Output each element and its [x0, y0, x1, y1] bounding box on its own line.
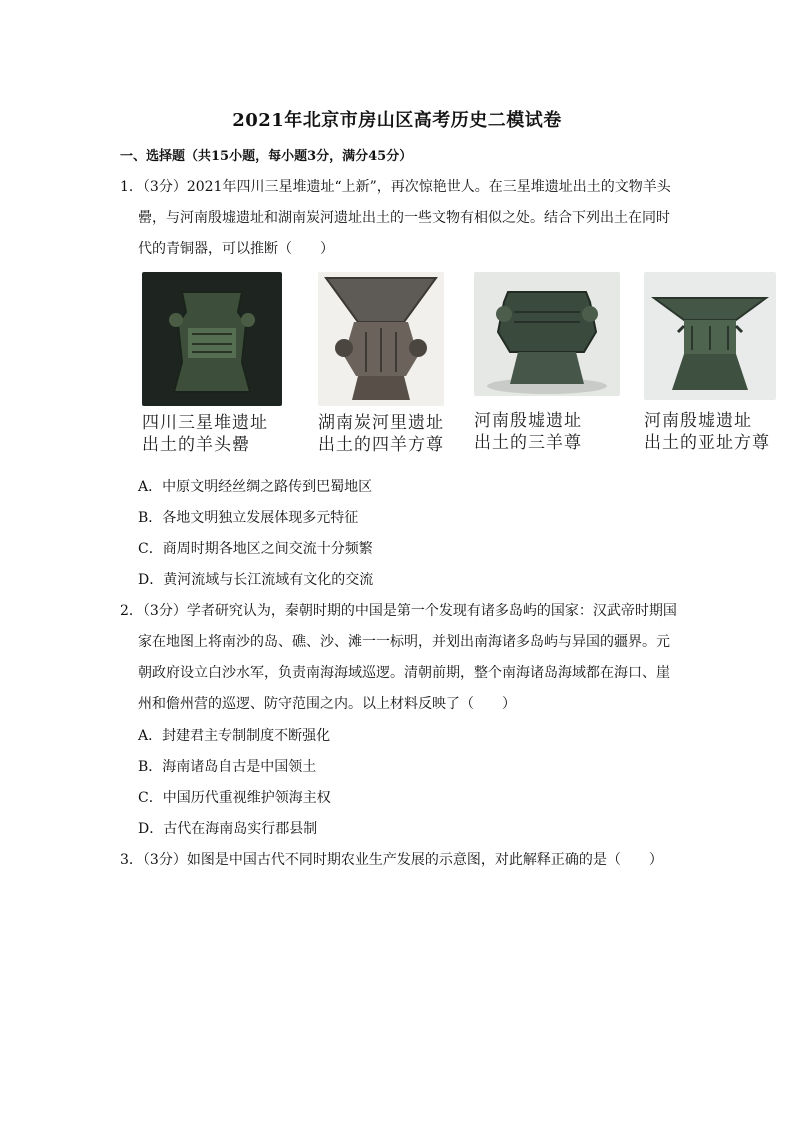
option-a[interactable]: A．封建君主专制制度不断强化 — [138, 728, 331, 744]
artifact-photo — [644, 272, 776, 454]
artifact-caption: 出土的羊头罍 — [142, 435, 250, 455]
artifact-caption: 出土的三羊尊 — [474, 433, 582, 453]
question-text-line: 代的青铜器，可以推断（ ） — [138, 241, 334, 257]
option-c[interactable]: C．商周时期各地区之间交流十分频繁 — [138, 541, 373, 557]
artifact-photo — [142, 272, 282, 456]
option-a[interactable]: A．中原文明经丝绸之路传到巴蜀地区 — [138, 479, 373, 495]
question-text-line: 州和儋州营的巡逻、防守范围之内。以上材料反映了（ ） — [138, 696, 516, 712]
question-2 — [120, 596, 680, 720]
artifact-caption: 河南殷墟遗址 — [474, 411, 582, 431]
artifact-photo-row — [142, 272, 782, 462]
bronze-vessel-icon — [318, 272, 444, 406]
option-c[interactable]: C．中国历代重视维护领海主权 — [138, 790, 331, 806]
artifact-photo — [318, 272, 444, 456]
option-d[interactable]: D．黄河流域与长江流域有文化的交流 — [138, 572, 374, 588]
question-text-line: （3分）2021年四川三星堆遗址“上新”，再次惊艳世人。在三星堆遗址出土的文物羊头 — [142, 179, 671, 195]
question-text-line: 罍，与河南殷墟遗址和湖南炭河遗址出土的一些文物有相似之处。结合下列出土在同时 — [138, 210, 670, 226]
question-1 — [120, 172, 680, 265]
bronze-vessel-icon — [474, 272, 620, 396]
artifact-caption: 出土的四羊方尊 — [318, 435, 444, 455]
question-text-line: （3分）学者研究认为，秦朝时期的中国是第一个发现有诸多岛屿的国家：汉武帝时期国 — [142, 603, 677, 619]
bronze-vessel-icon — [142, 272, 282, 406]
artifact-caption: 河南殷墟遗址 — [644, 411, 752, 431]
question-text-line: 家在地图上将南沙的岛、礁、沙、滩一一标明，并划出南海诸多岛屿与异国的疆界。元 — [138, 634, 670, 650]
option-d[interactable]: D．古代在海南岛实行郡县制 — [138, 821, 318, 837]
page-title: 2021年北京市房山区高考历史二模试卷 — [232, 110, 562, 131]
option-b[interactable]: B．各地文明独立发展体现多元特征 — [138, 510, 359, 526]
section-heading: 一、选择题（共15小题，每小题3分，满分45分） — [120, 149, 413, 164]
question-number: 2． — [120, 603, 143, 619]
question-number: 3． — [120, 852, 143, 868]
question-number: 1． — [120, 179, 143, 195]
question-text-line: 朝政府设立白沙水军，负责南海海域巡逻。清朝前期，整个南海诸岛海域都在海口、崖 — [138, 665, 670, 681]
bronze-vessel-icon — [644, 272, 776, 400]
option-b[interactable]: B．海南诸岛自古是中国领土 — [138, 759, 317, 775]
artifact-caption: 四川三星堆遗址 — [142, 413, 268, 433]
question-3 — [120, 845, 680, 876]
artifact-caption: 出土的亚址方尊 — [644, 433, 770, 453]
artifact-caption: 湖南炭河里遗址 — [318, 413, 444, 433]
artifact-photo — [474, 272, 620, 454]
question-text-line: （3分）如图是中国古代不同时期农业生产发展的示意图，对此解释正确的是（ ） — [142, 852, 663, 868]
